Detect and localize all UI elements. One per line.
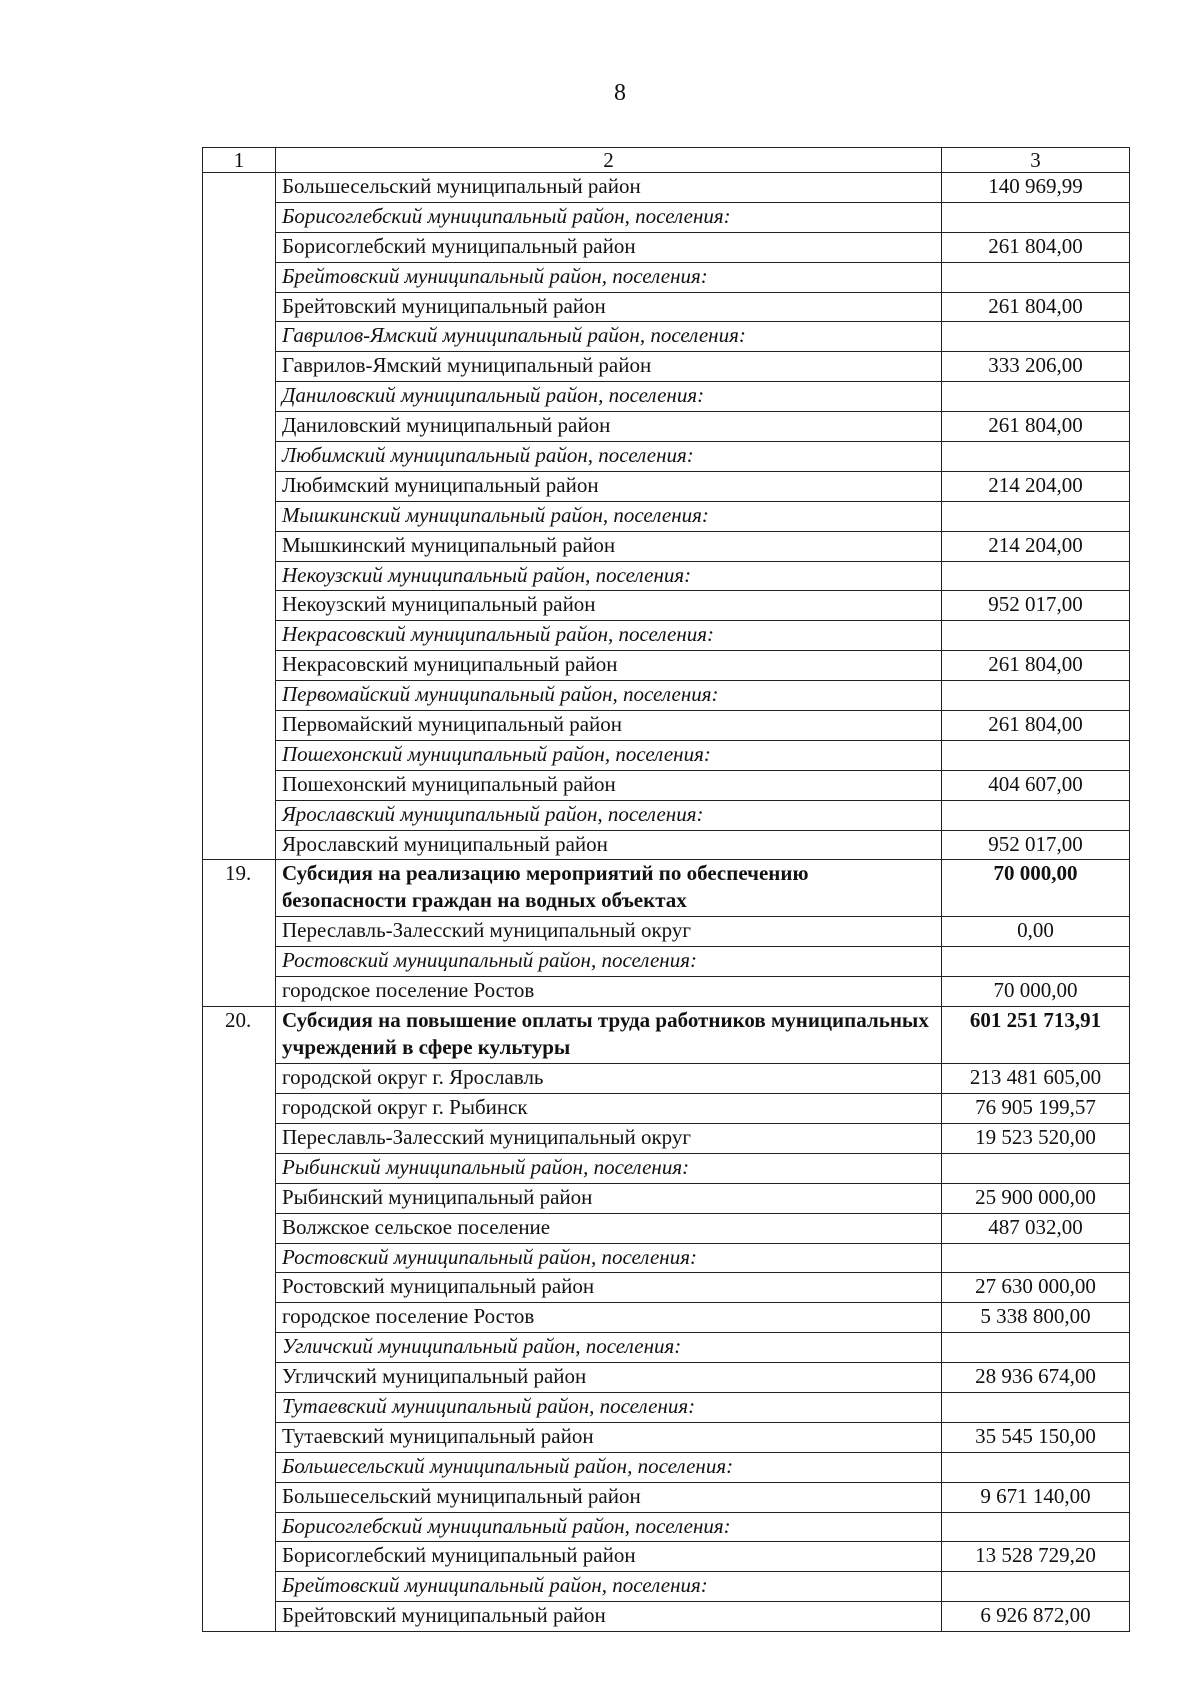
row-number [203, 830, 276, 860]
subsidy-title: Субсидия на реализацию мероприятий по обеспечению безопасности граждан на водных объектах [276, 860, 942, 917]
amount-value: 27 630 000,00 [942, 1273, 1130, 1303]
municipality-name: Волжское сельское поселение [276, 1213, 942, 1243]
amount-value: 952 017,00 [942, 830, 1130, 860]
municipality-name: городское поселение Ростов [276, 1303, 942, 1333]
table-row [203, 1512, 1130, 1542]
table-row [203, 501, 1130, 531]
table-row [203, 1183, 1130, 1213]
municipality-name: Брейтовский муниципальный район [276, 292, 942, 322]
municipality-name: Гаврилов-Ямский муниципальный район [276, 352, 942, 382]
amount-value [942, 382, 1130, 412]
municipality-name: Переславль-Залесский муниципальный округ [276, 1123, 942, 1153]
amount-value [942, 1333, 1130, 1363]
table-row [203, 442, 1130, 472]
amount-value [942, 740, 1130, 770]
row-number [203, 711, 276, 741]
table-row [203, 1542, 1130, 1572]
table-row [203, 1482, 1130, 1512]
page-number: 8 [614, 80, 626, 106]
group-heading: Некрасовский муниципальный район, поселения: [276, 621, 942, 651]
table-row [203, 651, 1130, 681]
amount-value: 214 204,00 [942, 531, 1130, 561]
row-number [203, 382, 276, 412]
municipality-name: Ростовский муниципальный район [276, 1273, 942, 1303]
row-number: 19. [203, 860, 276, 917]
amount-value [942, 681, 1130, 711]
amount-value: 70 000,00 [942, 860, 1130, 917]
table-row [203, 1572, 1130, 1602]
amount-value [942, 1452, 1130, 1482]
row-number [203, 800, 276, 830]
amount-value: 28 936 674,00 [942, 1363, 1130, 1393]
row-number [203, 322, 276, 352]
table-row [203, 173, 1130, 203]
group-heading: Гаврилов-Ямский муниципальный район, поселения: [276, 322, 942, 352]
row-number [203, 1602, 276, 1632]
municipality-name: Мышкинский муниципальный район [276, 531, 942, 561]
row-number [203, 262, 276, 292]
table-row [203, 860, 1130, 917]
row-number [203, 1273, 276, 1303]
header-col-3: 3 [942, 148, 1130, 173]
amount-value: 5 338 800,00 [942, 1303, 1130, 1333]
municipality-name: Брейтовский муниципальный район [276, 1602, 942, 1632]
table-body [203, 173, 1130, 1632]
group-heading: Пошехонский муниципальный район, поселения: [276, 740, 942, 770]
row-number [203, 770, 276, 800]
row-number [203, 1243, 276, 1273]
amount-value: 140 969,99 [942, 173, 1130, 203]
amount-value: 9 671 140,00 [942, 1482, 1130, 1512]
amount-value [942, 621, 1130, 651]
amount-value [942, 800, 1130, 830]
amount-value [942, 202, 1130, 232]
row-number [203, 621, 276, 651]
row-number [203, 501, 276, 531]
group-heading: Ярославский муниципальный район, поселения: [276, 800, 942, 830]
amount-value [942, 442, 1130, 472]
table-row [203, 232, 1130, 262]
table-row [203, 202, 1130, 232]
amount-value: 13 528 729,20 [942, 1542, 1130, 1572]
table-row [203, 591, 1130, 621]
table-row [203, 292, 1130, 322]
subsidy-title: Субсидия на повышение оплаты труда работников муниципальных учреждений в сфере культуры [276, 1007, 942, 1064]
table-row [203, 770, 1130, 800]
group-heading: Борисоглебский муниципальный район, поселения: [276, 202, 942, 232]
amount-value: 70 000,00 [942, 977, 1130, 1007]
table-row [203, 1273, 1130, 1303]
table-row [203, 412, 1130, 442]
header-col-2: 2 [276, 148, 942, 173]
row-number [203, 471, 276, 501]
table-row [203, 1452, 1130, 1482]
group-heading: Большесельский муниципальный район, поселения: [276, 1452, 942, 1482]
table-row [203, 471, 1130, 501]
table-row [203, 531, 1130, 561]
municipality-name: Рыбинский муниципальный район [276, 1183, 942, 1213]
header-col-1: 1 [203, 148, 276, 173]
municipality-name: Борисоглебский муниципальный район [276, 1542, 942, 1572]
table-row [203, 1333, 1130, 1363]
row-number [203, 1482, 276, 1512]
amount-value: 261 804,00 [942, 711, 1130, 741]
amount-value: 261 804,00 [942, 412, 1130, 442]
amount-value [942, 1153, 1130, 1183]
row-number [203, 1572, 276, 1602]
amount-value: 487 032,00 [942, 1213, 1130, 1243]
amount-value: 25 900 000,00 [942, 1183, 1130, 1213]
row-number [203, 1512, 276, 1542]
table-row [203, 262, 1130, 292]
table-row [203, 1422, 1130, 1452]
municipality-name: Пошехонский муниципальный район [276, 770, 942, 800]
group-heading: Рыбинский муниципальный район, поселения: [276, 1153, 942, 1183]
row-number [203, 591, 276, 621]
table-row [203, 1213, 1130, 1243]
amount-value: 261 804,00 [942, 292, 1130, 322]
amount-value [942, 1572, 1130, 1602]
amount-value [942, 1512, 1130, 1542]
row-number [203, 1392, 276, 1422]
amount-value [942, 1243, 1130, 1273]
group-heading: Ростовский муниципальный район, поселения: [276, 1243, 942, 1273]
municipality-name: городской округ г. Ярославль [276, 1064, 942, 1094]
amount-value: 35 545 150,00 [942, 1422, 1130, 1452]
row-number [203, 1422, 276, 1452]
amount-value [942, 322, 1130, 352]
amount-value: 214 204,00 [942, 471, 1130, 501]
amount-value: 213 481 605,00 [942, 1064, 1130, 1094]
municipality-name: Большесельский муниципальный район [276, 1482, 942, 1512]
row-number [203, 202, 276, 232]
group-heading: Некоузский муниципальный район, поселения: [276, 561, 942, 591]
municipality-name: Большесельский муниципальный район [276, 173, 942, 203]
group-heading: Брейтовский муниципальный район, поселения: [276, 262, 942, 292]
group-heading: Ростовский муниципальный район, поселения: [276, 947, 942, 977]
row-number [203, 412, 276, 442]
row-number [203, 681, 276, 711]
group-heading: Первомайский муниципальный район, поселения: [276, 681, 942, 711]
group-heading: Любимский муниципальный район, поселения: [276, 442, 942, 472]
amount-value: 19 523 520,00 [942, 1123, 1130, 1153]
amount-value [942, 1392, 1130, 1422]
row-number [203, 1542, 276, 1572]
table-row [203, 1303, 1130, 1333]
amount-value: 333 206,00 [942, 352, 1130, 382]
amount-value [942, 262, 1130, 292]
subsidy-table [202, 147, 1130, 1632]
row-number [203, 740, 276, 770]
row-number [203, 947, 276, 977]
municipality-name: Даниловский муниципальный район [276, 412, 942, 442]
amount-value: 0,00 [942, 917, 1130, 947]
row-number [203, 1363, 276, 1393]
table-row [203, 977, 1130, 1007]
group-heading: Борисоглебский муниципальный район, поселения: [276, 1512, 942, 1542]
row-number [203, 651, 276, 681]
municipality-name: Борисоглебский муниципальный район [276, 232, 942, 262]
table-row [203, 1392, 1130, 1422]
row-number [203, 1452, 276, 1482]
municipality-name: Переславль-Залесский муниципальный округ [276, 917, 942, 947]
table-row [203, 1094, 1130, 1124]
table-row [203, 1064, 1130, 1094]
row-number [203, 1303, 276, 1333]
row-number [203, 1123, 276, 1153]
amount-value: 261 804,00 [942, 651, 1130, 681]
municipality-name: Некрасовский муниципальный район [276, 651, 942, 681]
municipality-name: городской округ г. Рыбинск [276, 1094, 942, 1124]
table-row [203, 740, 1130, 770]
group-heading: Угличский муниципальный район, поселения: [276, 1333, 942, 1363]
table-row [203, 1123, 1130, 1153]
table-row [203, 947, 1130, 977]
table-row [203, 711, 1130, 741]
row-number: 20. [203, 1007, 276, 1064]
row-number [203, 1333, 276, 1363]
table-row [203, 561, 1130, 591]
group-heading: Брейтовский муниципальный район, поселения: [276, 1572, 942, 1602]
municipality-name: Угличский муниципальный район [276, 1363, 942, 1393]
municipality-name: Некоузский муниципальный район [276, 591, 942, 621]
row-number [203, 1213, 276, 1243]
amount-value: 6 926 872,00 [942, 1602, 1130, 1632]
row-number [203, 561, 276, 591]
row-number [203, 1094, 276, 1124]
table-row [203, 382, 1130, 412]
table-header-row [203, 148, 1130, 173]
amount-value: 601 251 713,91 [942, 1007, 1130, 1064]
group-heading: Тутаевский муниципальный район, поселения: [276, 1392, 942, 1422]
row-number [203, 917, 276, 947]
row-number [203, 292, 276, 322]
amount-value: 952 017,00 [942, 591, 1130, 621]
row-number [203, 1183, 276, 1213]
municipality-name: городское поселение Ростов [276, 977, 942, 1007]
table-row [203, 1363, 1130, 1393]
table-row [203, 1602, 1130, 1632]
amount-value: 404 607,00 [942, 770, 1130, 800]
row-number [203, 173, 276, 203]
table-row [203, 322, 1130, 352]
row-number [203, 1064, 276, 1094]
amount-value [942, 561, 1130, 591]
table-row [203, 1153, 1130, 1183]
municipality-name: Первомайский муниципальный район [276, 711, 942, 741]
row-number [203, 232, 276, 262]
row-number [203, 352, 276, 382]
table-row [203, 1007, 1130, 1064]
table-row [203, 800, 1130, 830]
table-row [203, 830, 1130, 860]
table-row [203, 352, 1130, 382]
table-row [203, 917, 1130, 947]
row-number [203, 1153, 276, 1183]
amount-value: 261 804,00 [942, 232, 1130, 262]
amount-value [942, 947, 1130, 977]
table-row [203, 681, 1130, 711]
group-heading: Мышкинский муниципальный район, поселения: [276, 501, 942, 531]
group-heading: Даниловский муниципальный район, поселения: [276, 382, 942, 412]
table-row [203, 1243, 1130, 1273]
amount-value: 76 905 199,57 [942, 1094, 1130, 1124]
row-number [203, 442, 276, 472]
row-number [203, 531, 276, 561]
municipality-name: Тутаевский муниципальный район [276, 1422, 942, 1452]
table-row [203, 621, 1130, 651]
row-number [203, 977, 276, 1007]
municipality-name: Любимский муниципальный район [276, 471, 942, 501]
amount-value [942, 501, 1130, 531]
municipality-name: Ярославский муниципальный район [276, 830, 942, 860]
